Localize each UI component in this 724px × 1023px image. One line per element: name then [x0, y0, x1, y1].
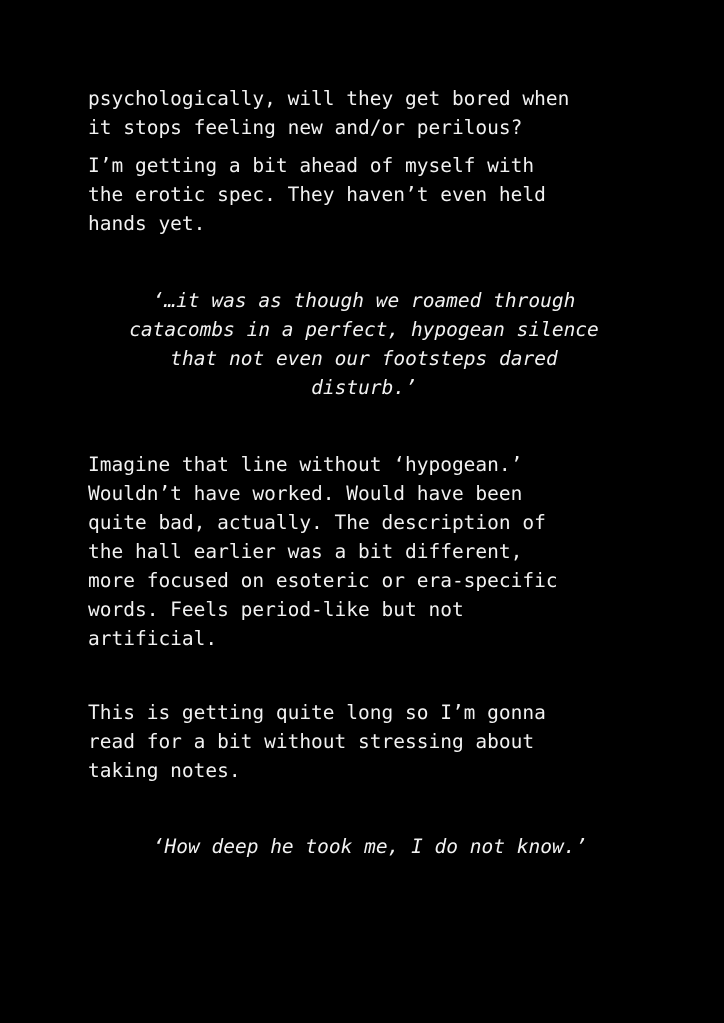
paragraph-hypogean: Imagine that line without ‘hypogean.’ Wouldn’t have worked. Would have been quite bad, actually. The description of the hall earlier was a bit different, more focused on esoteric or era-specific words. Feels period-like but not artificial.: [88, 453, 558, 650]
paragraph-taking-notes: This is getting quite long so I’m gonna read for a bit without stressing about taking notes.: [88, 701, 546, 782]
paragraph-bored-question: psychologically, will they get bored when it stops feeling new and/or perilous?: [88, 87, 570, 139]
paragraph-erotic-spec: I’m getting a bit ahead of myself with the erotic spec. They haven’t even held hands yet.: [88, 154, 546, 235]
quote-catacombs: ‘…it was as though we roamed through catacombs in a perfect, hypogean silence that not even our footsteps dared disturb.’: [129, 289, 599, 399]
quote-how-deep: ‘How deep he took me, I do not know.’: [152, 835, 588, 858]
